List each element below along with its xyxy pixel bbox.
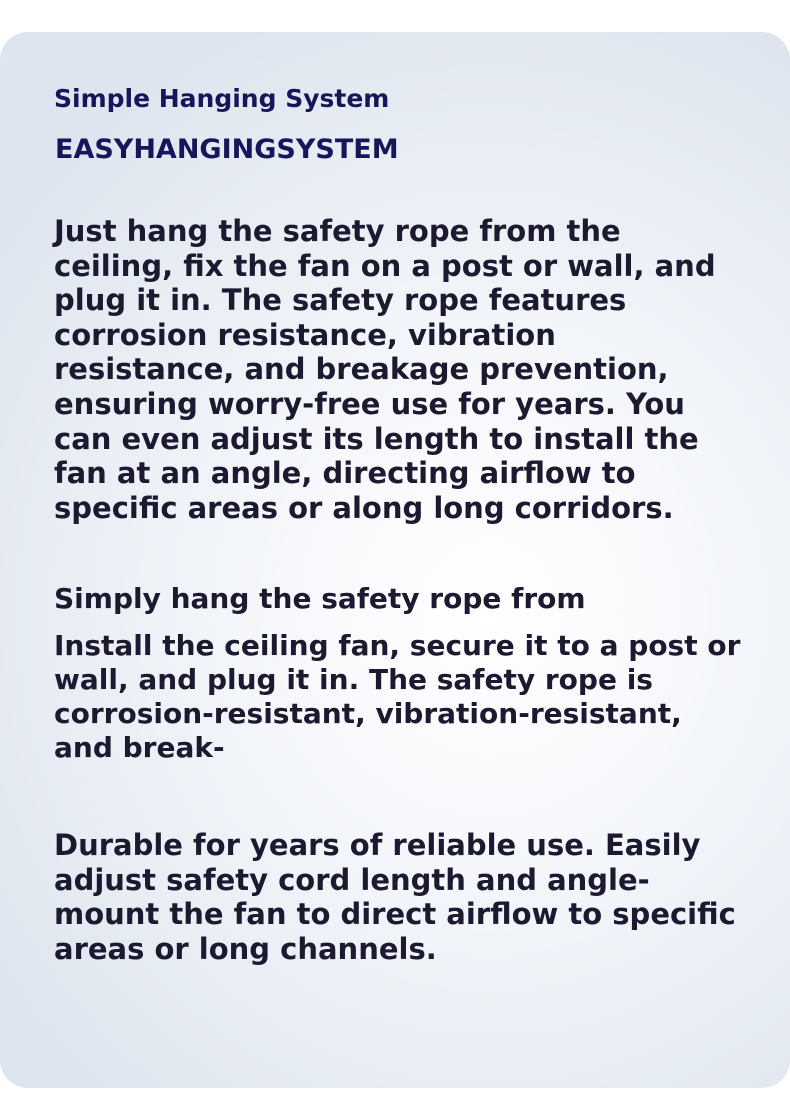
content-card (0, 32, 790, 1088)
section-title: Simple Hanging System (54, 84, 390, 113)
paragraph-intro: Just hang the safety rope from the ceiling, fix the fan on a post or wall, and plug it in. The safety rope features corrosion resistance, vibration resistance, and breakage prevention, ensuring worry-free use for years. You can even adjust its length to install the fan at an angle, directing airflow to specific areas or along long corridors. (54, 214, 716, 525)
paragraph-durability: Durable for years of reliable use. Easily adjust safety cord length and angle-mount the fan to direct airflow to specific areas or long channels. (54, 828, 736, 966)
paragraph-install: Install the ceiling fan, secure it to a post or wall, and plug it in. The safety rope is corrosion-resistant, vibration-resistant, and break- (54, 629, 741, 764)
sub-heading: Simply hang the safety rope from (54, 582, 586, 615)
section-title-caps: EASYHANGINGSYSTEM (55, 134, 399, 165)
